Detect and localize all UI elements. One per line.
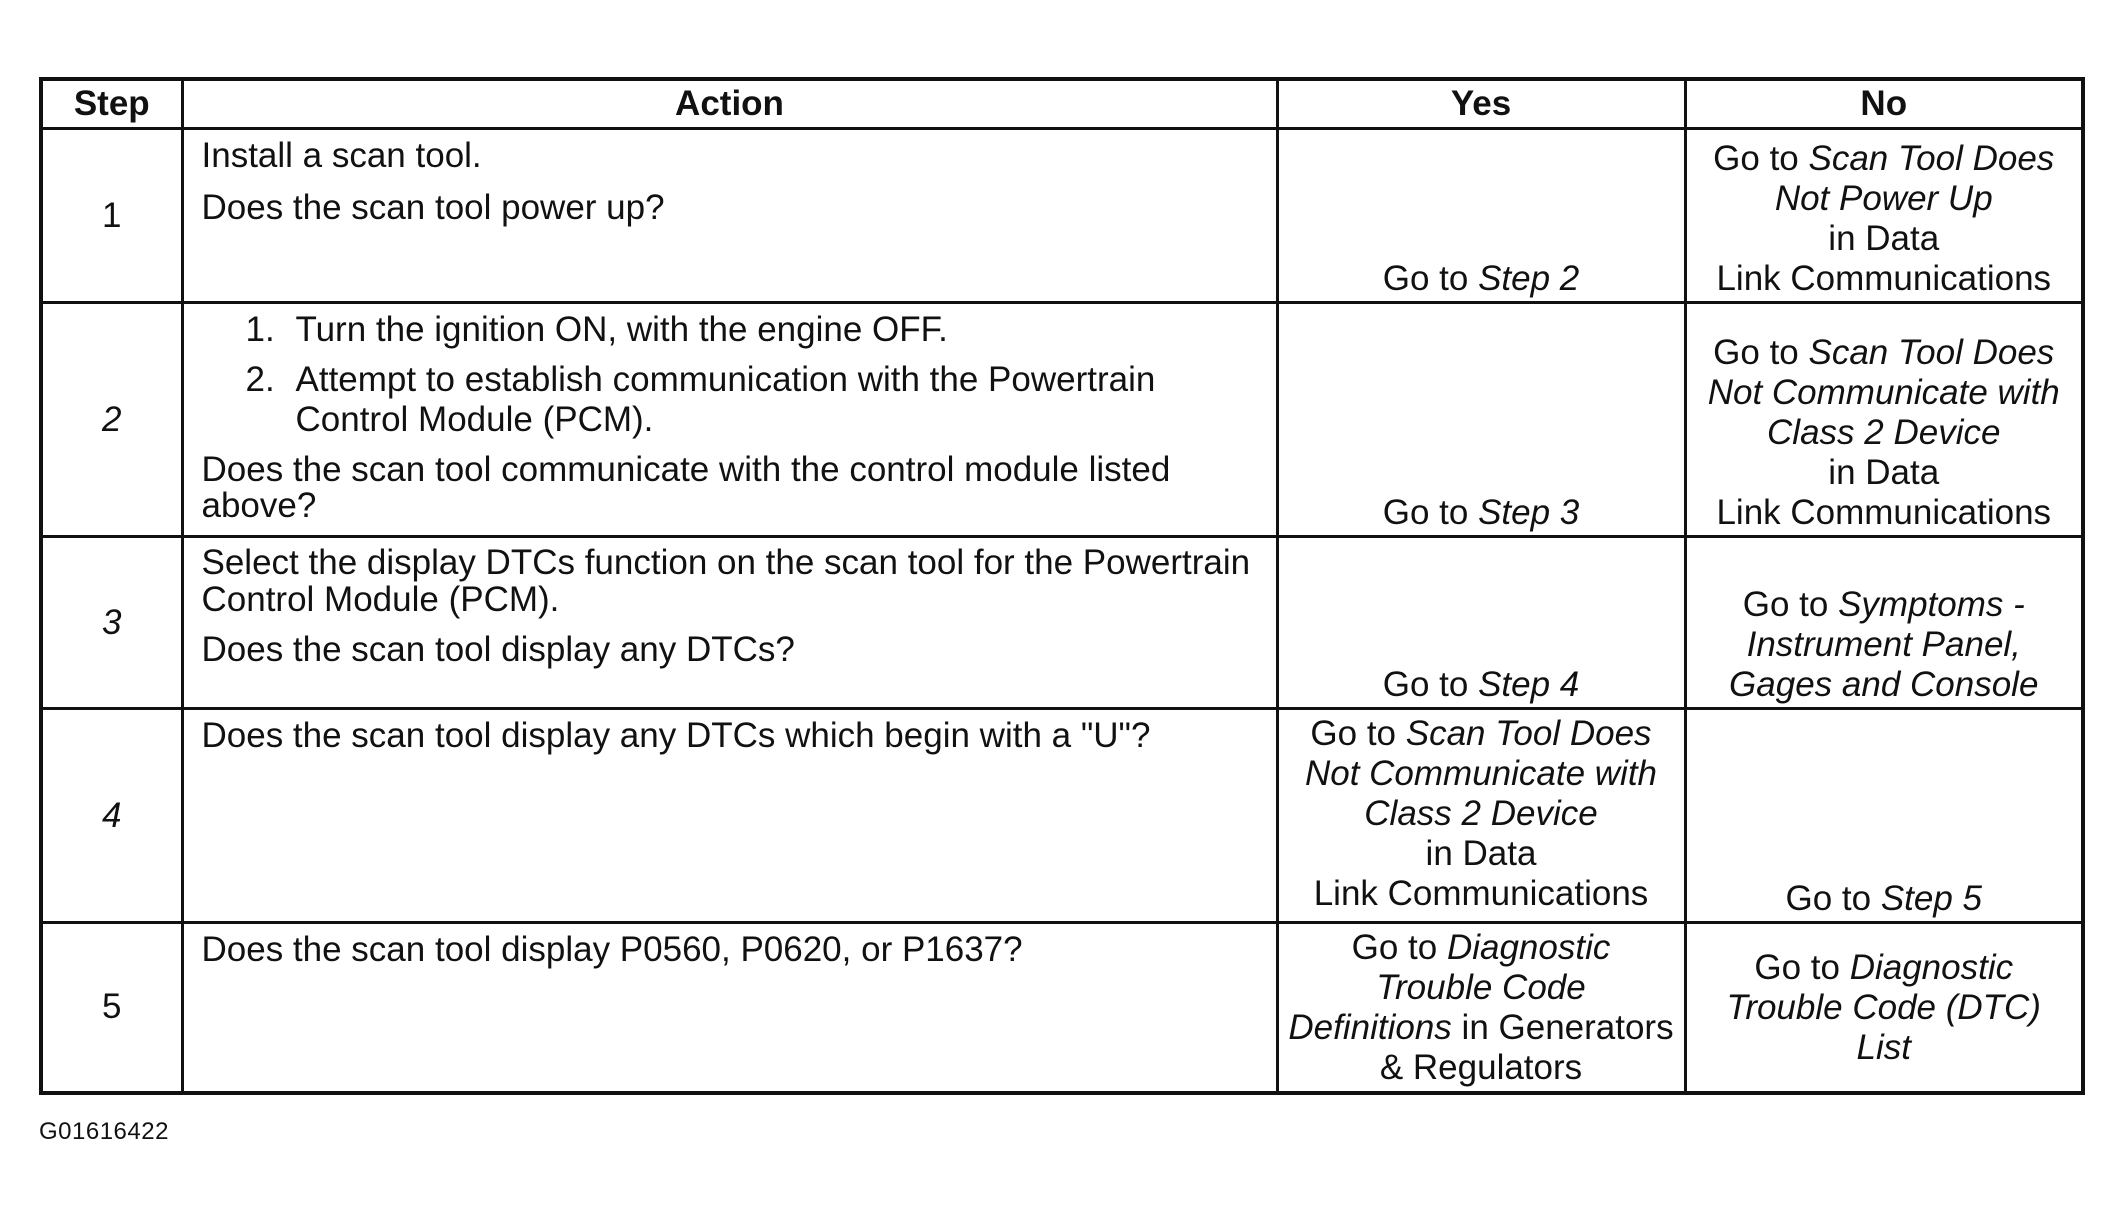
no-cell: Go to Step 5 (1685, 709, 2083, 923)
yes-line: Go to Step 2 (1382, 259, 1580, 298)
step-link[interactable]: Step 5 (1880, 879, 1983, 918)
header-no: No (1685, 79, 2083, 129)
action-cell (182, 537, 1277, 709)
table-row (41, 923, 2083, 1093)
reference-link[interactable]: Symptoms - (1838, 585, 2025, 624)
diagnostic-table (39, 77, 2085, 1095)
yes-cell: Go to Scan Tool Does Not Communicate with Class 2 Device in Data Link Communications (1277, 709, 1685, 923)
action-question: Does the scan tool power up? (201, 188, 665, 227)
action-cell (182, 129, 1277, 303)
reference-link[interactable]: Gages and Console (1729, 665, 2039, 704)
reference-link[interactable]: Trouble Code (1376, 968, 1586, 1007)
header-row (41, 79, 2083, 129)
reference-link[interactable]: Not Power Up (1774, 179, 1993, 218)
step-number: 3 (41, 537, 182, 709)
numbered-steps (202, 310, 1258, 440)
action-question: Does the scan tool display any DTCs? (201, 630, 795, 669)
reference-link[interactable]: List (1856, 1028, 1911, 1068)
header-yes: Yes (1277, 79, 1685, 129)
action-question: Does the scan tool communicate with the control module listed above? (201, 450, 1171, 525)
list-item: 1. Turn the ignition ON, with the engine OFF. (245, 310, 948, 349)
reference-link[interactable]: Scan Tool Does (1405, 714, 1652, 753)
no-cell: Go to Scan Tool Does Not Communicate with Class 2 Device in Data Link Communications (1685, 303, 2083, 537)
reference-link[interactable]: Definitions (1288, 1008, 1452, 1047)
action-question: Does the scan tool display P0560, P0620, or P1637? (201, 930, 1023, 969)
reference-link[interactable]: Trouble Code (DTC) (1726, 988, 2041, 1028)
action-question: Does the scan tool display any DTCs which begin with a "U"? (201, 716, 1151, 755)
step-link[interactable]: Step 4 (1478, 665, 1580, 704)
action-text: Select the display DTCs function on the scan tool for the Powertrain Control Module (PCM). (201, 543, 1251, 619)
step-link[interactable]: Step 2 (1478, 259, 1580, 298)
figure-id: G01616422 (39, 1118, 169, 1145)
reference-link[interactable]: Not Communicate with (1707, 373, 2060, 412)
table-row (41, 537, 2083, 709)
yes-cell: Go to Step 3 (1277, 303, 1685, 537)
list-item: 2. Attempt to establish communication with the Powertrain Control Module (PCM). (245, 360, 1156, 439)
reference-link[interactable]: Scan Tool Does (1808, 139, 2055, 178)
step-number: 2 (41, 303, 182, 537)
step-number: 5 (41, 923, 182, 1093)
reference-link[interactable]: Not Communicate with (1304, 754, 1658, 793)
reference-link[interactable]: Scan Tool Does (1808, 333, 2055, 372)
table-row (41, 129, 2083, 303)
reference-link[interactable]: Diagnostic (1849, 948, 2014, 988)
no-cell: Go to Diagnostic Trouble Code (DTC) List (1685, 923, 2083, 1093)
table-row (41, 303, 2083, 537)
header-step: Step (41, 79, 182, 129)
step-number: 1 (41, 129, 182, 303)
step-number: 4 (41, 709, 182, 923)
no-cell: Go to Symptoms - Instrument Panel, Gages and Console (1685, 537, 2083, 709)
header-action: Action (182, 79, 1277, 129)
action-cell (182, 923, 1277, 1093)
action-cell (182, 303, 1277, 537)
reference-link[interactable]: Class 2 Device (1767, 413, 2001, 452)
yes-cell (1277, 129, 1685, 303)
reference-link[interactable]: Diagnostic (1446, 928, 1611, 967)
table-row (41, 709, 2083, 923)
reference-link[interactable]: Instrument Panel, (1746, 625, 2021, 664)
reference-link[interactable]: Class 2 Device (1364, 794, 1598, 833)
step-link[interactable]: Step 3 (1478, 493, 1580, 532)
yes-cell: Go to Diagnostic Trouble Code Definitions in Generators & Regulators (1277, 923, 1685, 1093)
no-cell: Go to Scan Tool Does Not Power Up in Data Link Communications (1685, 129, 2083, 303)
action-cell (182, 709, 1277, 923)
yes-cell: Go to Step 4 (1277, 537, 1685, 709)
action-text: Install a scan tool. (201, 136, 482, 175)
